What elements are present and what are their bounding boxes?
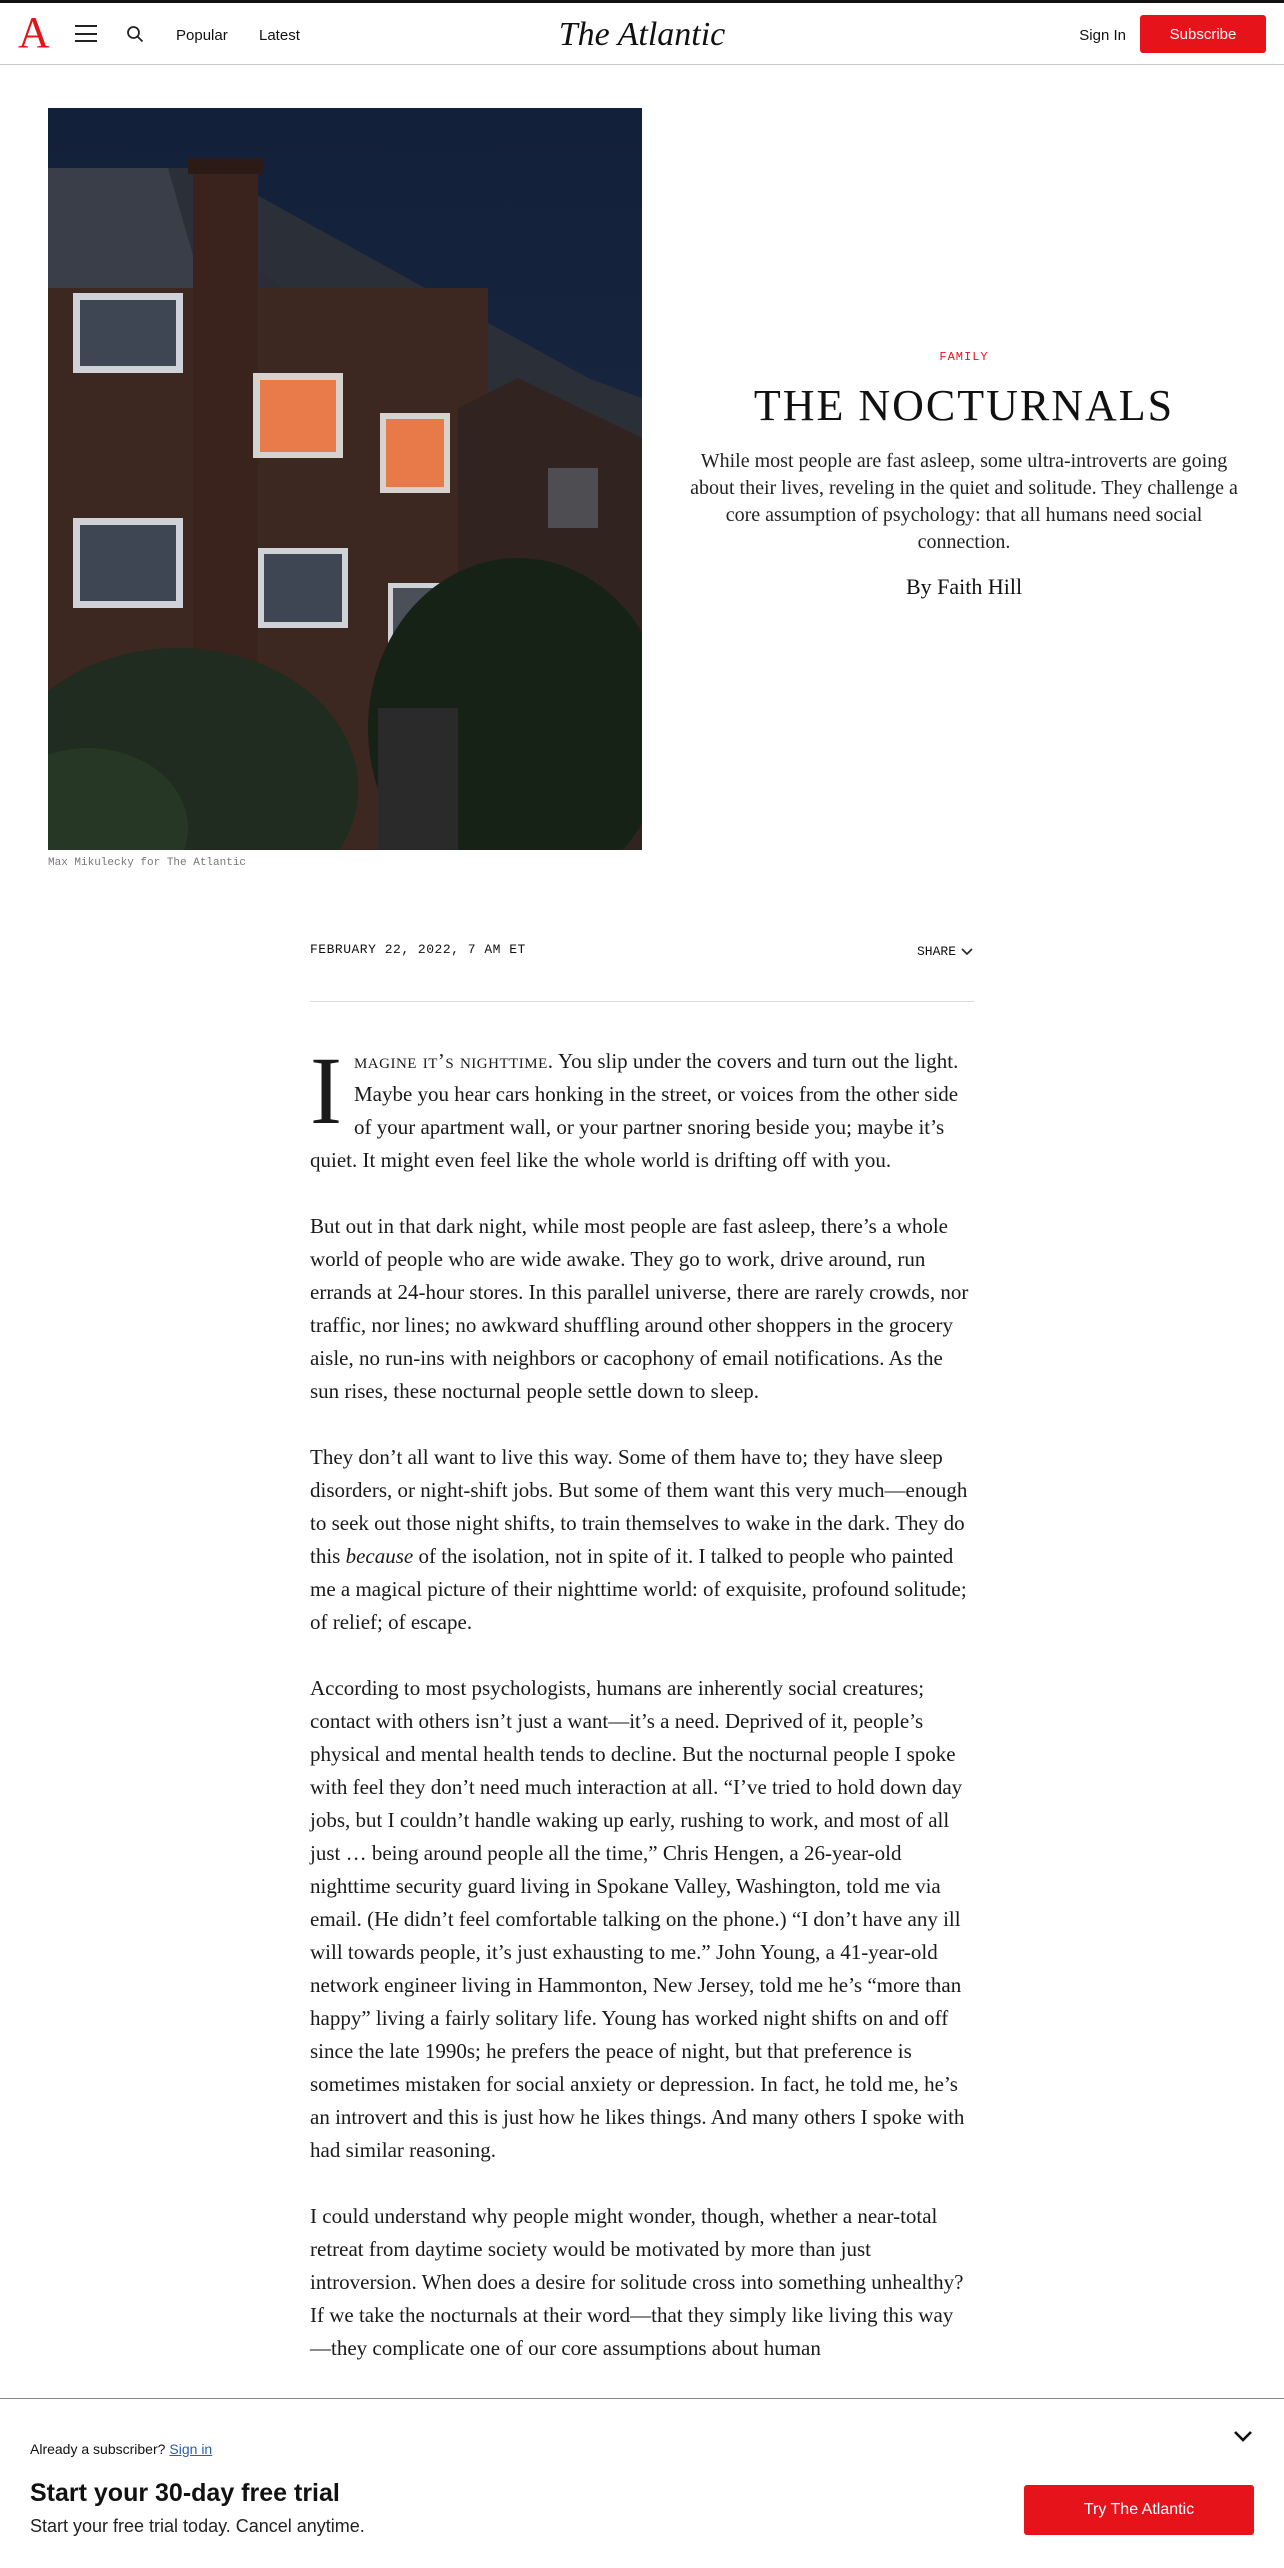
byline[interactable]: By Faith Hill — [905, 574, 1023, 599]
share-button[interactable] — [917, 944, 974, 959]
image-caption: Max Mikulecky for The Atlantic — [48, 857, 247, 869]
paywall-banner — [0, 2398, 1284, 2568]
try-atlantic-button[interactable]: Try The Atlantic — [1024, 2485, 1254, 2535]
nav-popular[interactable]: Popular — [176, 27, 228, 44]
trial-title: Start your 30-day free trial — [30, 2479, 340, 2507]
paragraph-3-text-b: of the isolation, not in spite of it. I talked to people who painted me a magical picture of their nighttime world: of exquisite, profound solitude; of relief; of escape. — [310, 1544, 967, 1634]
subscribe-button[interactable]: Subscribe — [1140, 15, 1266, 53]
article-meta — [310, 942, 974, 1002]
sign-in-link[interactable]: Sign In — [1079, 27, 1126, 44]
paragraph-3 — [310, 1441, 974, 1639]
paragraph-2: But out in that dark night, while most people are fast asleep, there’s a whole world of people who are wide awake. They go to work, drive around, run errands at 24-hour stores. In this parallel universe, there are rarely crowds, nor traffic, nor lines; no awkward shuffling around other shoppers in the grocery aisle, no run-ins with neighbors or cacophony of email notifications. As the sun rises, these nocturnal people settle down to sleep. — [310, 1214, 969, 1403]
drop-cap: I — [310, 1037, 342, 1144]
article-headline: THE NOCTURNALS — [753, 381, 1175, 430]
site-header — [0, 3, 1284, 65]
trial-subtitle: Start your free trial today. Cancel anytime. — [30, 2516, 365, 2536]
article-body — [310, 1037, 974, 2398]
paragraph-3-text-a: They don’t all want to live this way. Some of them have to; they have sleep disorders, or night-shift jobs. But some of them want this very much—enough to seek out those night shifts, to train themselves to wake in the dark. They do this — [310, 1445, 968, 1568]
nav-latest[interactable]: Latest — [259, 27, 300, 44]
paragraph-1 — [310, 1037, 974, 1177]
already-subscriber-label: Already a subscriber? — [30, 2441, 166, 2457]
paragraph-3-emphasis: because — [345, 1544, 414, 1568]
masthead[interactable]: The Atlantic — [558, 16, 726, 53]
atlantic-logo[interactable]: A — [18, 8, 50, 57]
category-label[interactable]: FAMILY — [939, 350, 989, 364]
lead-in: magine it’s nighttime. — [353, 1049, 554, 1073]
paragraph-5: I could understand why people might wonder, though, whether a near-total retreat from daytime society would be motivated by more than just introversion. When does a desire for solitude cross into something unhealthy? If we take the nocturnals at their word—that they simply like living this way—they complicate one of our core assumptions about human — [310, 2204, 964, 2360]
collapse-chevron-icon[interactable] — [1232, 2429, 1254, 2443]
chevron-down-icon — [960, 947, 974, 957]
paragraph-4: According to most psychologists, humans are inherently social creatures; contact with others isn’t just a want—it’s a need. Deprived of it, people’s physical and mental health tends to decline. But the nocturnal people I spoke with feel they don’t need much interaction at all. “I’ve tried to hold down day jobs, but I couldn’t handle waking up early, rushing to work, and most of all just … being around people all the time,” Chris Hengen, a 26-year-old nighttime security guard living in Spokane Valley, Washington, told me via email. (He didn’t feel comfortable talking on the phone.) “I don’t have any ill will towards people, it’s just exhausting to me.” John Young, a 41-year-old network engineer living in Hammonton, New Jersey, told me he’s “more than happy” living a fairly solitary life. Young has worked night shifts on and off since the late 1990s; he prefers the peace of night, but that preference is sometimes mistaken for social anxiety or depression. In fact, he told me, he’s an introvert and this is just how he likes things. And many others I spoke with had similar reasoning. — [310, 1676, 965, 2162]
hero-image — [48, 108, 642, 850]
article-dek: While most people are fast asleep, some ultra-introverts are going about their lives, reveling in the quiet and solitude. They challenge a core assumption of psychology: that all humans need social connection. — [690, 450, 1238, 553]
share-label: SHARE — [916, 944, 956, 959]
paywall-sign-in-link[interactable]: Sign in — [169, 2441, 213, 2457]
paragraph-1-text: You slip under the covers and turn out the light. Maybe you hear cars honking in the street, or voices from the other side of your apartment wall, or your partner snoring beside you; maybe it’s quiet. It might even feel like the whole world is drifting off with you. — [310, 1049, 959, 1172]
publish-date: FEBRUARY 22, 2022, 7 AM ET — [310, 942, 526, 957]
article-header — [686, 350, 1242, 600]
already-subscriber — [30, 2441, 212, 2457]
